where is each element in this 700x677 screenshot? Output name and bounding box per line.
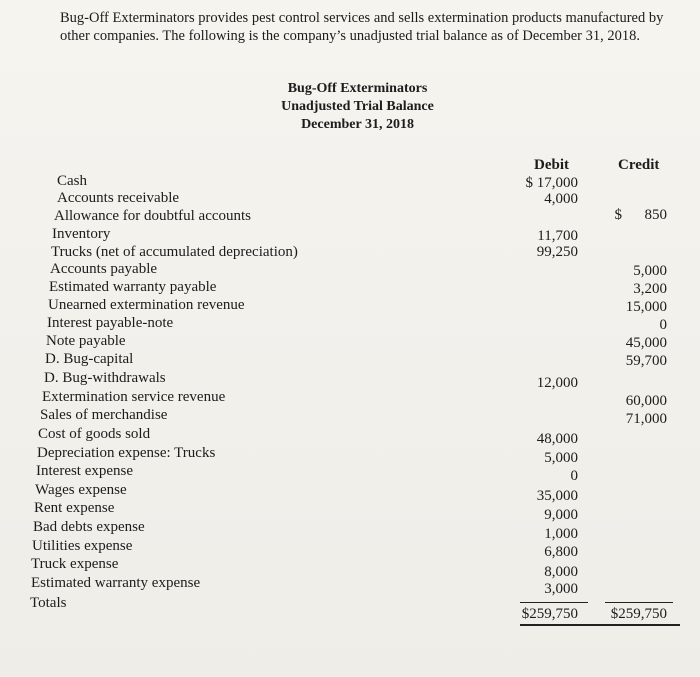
credit-amount: 60,000 (625, 393, 667, 409)
debit-amount: 6,800 (544, 544, 578, 560)
debit-column-header: Debit (534, 157, 569, 173)
debit-amount: $ 17,000 (525, 175, 578, 191)
credit-column-header: Credit (618, 157, 660, 173)
account-name: Depreciation expense: Trucks (37, 445, 216, 461)
debit-amount: 12,000 (536, 375, 578, 391)
account-name: Utilities expense (32, 538, 133, 554)
account-name: Accounts receivable (57, 190, 180, 206)
account-name: Extermination service revenue (42, 389, 226, 405)
debit-total-rule (520, 602, 588, 603)
statement-title: Unadjusted Trial Balance (281, 99, 434, 114)
account-name: Note payable (46, 333, 126, 349)
credit-amount: 15,000 (625, 299, 667, 315)
account-name: D. Bug-withdrawals (44, 370, 166, 386)
account-name: Accounts payable (50, 261, 158, 277)
debit-amount: 11,700 (537, 228, 578, 244)
account-name: Cost of goods sold (38, 426, 151, 442)
account-name: Estimated warranty expense (31, 575, 201, 591)
statement-date: December 31, 2018 (301, 117, 414, 132)
debit-amount: 9,000 (544, 507, 578, 523)
account-name: Cash (57, 173, 87, 189)
account-name: Wages expense (35, 482, 127, 498)
account-name: Interest expense (36, 463, 134, 479)
account-name: Unearned extermination revenue (48, 297, 245, 313)
account-name: Trucks (net of accumulated depreciation) (51, 244, 298, 260)
credit-amount: 0 (659, 317, 667, 333)
debit-amount: 5,000 (544, 450, 578, 466)
account-name: Estimated warranty payable (49, 279, 217, 295)
credit-amount: $259,750 (610, 606, 667, 622)
credit-amount: 71,000 (625, 411, 667, 427)
account-name: Rent expense (34, 500, 115, 516)
account-name: Interest payable-note (47, 315, 174, 331)
credit-amount: $ 850 (614, 207, 667, 223)
credit-amount: 59,700 (625, 353, 667, 369)
debit-amount: $259,750 (521, 606, 578, 622)
account-name: Allowance for doubtful accounts (54, 208, 252, 224)
debit-amount: 1,000 (544, 526, 578, 542)
account-name: Bad debts expense (33, 519, 145, 535)
credit-amount: 5,000 (633, 263, 667, 279)
intro-paragraph: Bug-Off Exterminators provides pest control services and sells extermination products manufactured by other companies. The following is the company’s unadjusted trial balance as of December 31, 2018. (60, 10, 664, 44)
double-underline (520, 624, 680, 626)
debit-amount: 8,000 (544, 564, 578, 580)
credit-amount: 3,200 (633, 281, 667, 297)
credit-amount: 45,000 (625, 335, 667, 351)
debit-amount: 0 (570, 468, 578, 484)
debit-amount: 3,000 (544, 581, 578, 597)
account-name: Truck expense (31, 556, 119, 572)
account-name: D. Bug-capital (45, 351, 134, 367)
credit-total-rule (605, 602, 673, 603)
account-name: Inventory (52, 226, 111, 242)
debit-amount: 4,000 (544, 191, 578, 207)
statement-header (255, 80, 460, 134)
debit-amount: 99,250 (536, 244, 578, 260)
account-name: Totals (30, 595, 67, 611)
company-name: Bug-Off Exterminators (287, 81, 428, 96)
debit-amount: 35,000 (536, 488, 578, 504)
account-name: Sales of merchandise (40, 407, 168, 423)
debit-amount: 48,000 (536, 431, 578, 447)
